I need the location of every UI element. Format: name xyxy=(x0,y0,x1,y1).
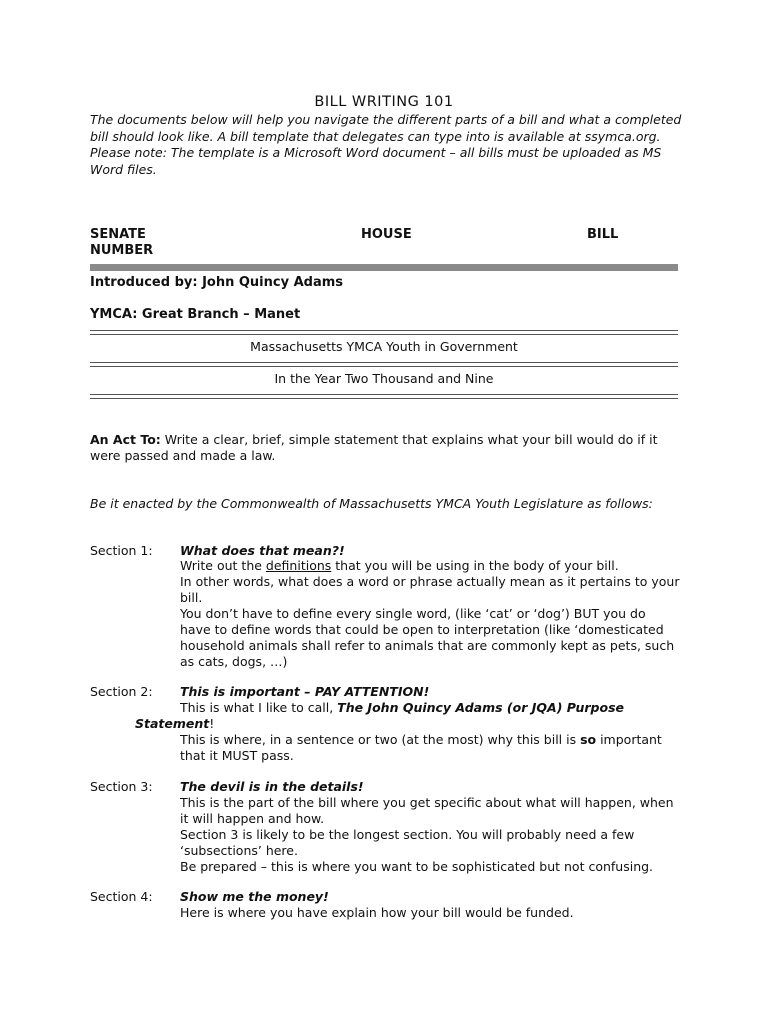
section-1-heading: What does that mean?! xyxy=(180,543,345,558)
section-1-line: In other words, what does a word or phrase actually mean as it pertains to your bill. xyxy=(180,574,680,605)
text-fragment: This is where, in a sentence or two (at the most) why this bill is xyxy=(180,732,581,747)
section-1-line: You don’t have to define every single word, (like ‘cat’ or ‘dog’) BUT you do have to define words that could be open to interpretation (like ‘domesticated household animals shall refer to animals that are commonly kept as pets, such as cats, dogs, …) xyxy=(180,606,675,669)
intro-paragraph: The documents below will help you navigate the different parts of a bill and what a completed bill should look like. A bill template that delegates can type into is available at ssymca.org. Please note: The template is a Microsoft Word document – all bills must be uploaded as MS Word files. xyxy=(90,112,682,177)
section-3-body xyxy=(180,795,680,875)
org-line: Massachusetts YMCA Youth in Government xyxy=(250,339,518,354)
section-2-line xyxy=(180,700,690,716)
section-2-label: Section 2: xyxy=(90,684,153,699)
year-line: In the Year Two Thousand and Nine xyxy=(274,371,494,386)
divider xyxy=(90,394,678,395)
text-fragment: Write out the xyxy=(180,558,266,573)
section-3-line: This is the part of the bill where you get specific about what will happen, when it will happen and how. xyxy=(180,795,674,826)
section-4-line: Here is where you have explain how your bill would be funded. xyxy=(180,905,574,920)
ymca-branch: YMCA: Great Branch – Manet xyxy=(90,307,301,322)
definitions-term: definitions xyxy=(265,558,332,573)
section-3-label: Section 3: xyxy=(90,779,153,794)
section-1-label: Section 1: xyxy=(90,543,153,558)
document-title: BILL WRITING 101 xyxy=(314,94,454,110)
emphasis-word: so xyxy=(580,732,597,747)
section-4-heading: Show me the money! xyxy=(180,889,329,904)
section-2-heading: This is important – PAY ATTENTION! xyxy=(180,684,430,699)
text-fragment: that you will be using in the body of your bill. xyxy=(331,558,619,573)
section-4-label: Section 4: xyxy=(90,889,153,904)
divider xyxy=(90,330,678,331)
number-label: NUMBER xyxy=(90,243,154,258)
section-1-line xyxy=(180,558,680,574)
divider xyxy=(90,366,678,367)
divider xyxy=(90,362,678,363)
section-2-line xyxy=(135,716,214,732)
text-fragment: This is what I like to call, xyxy=(180,700,338,715)
text-fragment: ! xyxy=(209,716,215,731)
act-statement xyxy=(90,432,660,464)
senate-label: SENATE xyxy=(90,227,146,242)
section-2-line xyxy=(180,732,680,764)
divider xyxy=(90,334,678,335)
enacted-clause: Be it enacted by the Commonwealth of Massachusetts YMCA Youth Legislature as follows: xyxy=(90,496,653,511)
act-text: Write a clear, brief, simple statement that explains what your bill would do if it were passed and made a law. xyxy=(90,432,658,463)
divider xyxy=(90,398,678,399)
introduced-by: Introduced by: John Quincy Adams xyxy=(90,275,344,290)
jqa-phrase: The John Quincy Adams (or JQA) Purpose xyxy=(337,700,624,715)
text-fragment: important that it MUST pass. xyxy=(180,732,662,763)
section-3-heading: The devil is in the details! xyxy=(180,779,364,794)
act-label: An Act To: xyxy=(90,432,161,447)
thick-divider xyxy=(90,264,678,271)
bill-label: BILL xyxy=(587,227,619,242)
section-3-line: Be prepared – this is where you want to be sophisticated but not confusing. xyxy=(180,859,654,874)
section-1-body xyxy=(180,558,680,670)
house-label: HOUSE xyxy=(361,227,412,242)
section-3-line: Section 3 is likely to be the longest section. You will probably need a few ‘subsections’ here. xyxy=(180,827,635,858)
jqa-phrase-end: Statement xyxy=(135,716,210,731)
